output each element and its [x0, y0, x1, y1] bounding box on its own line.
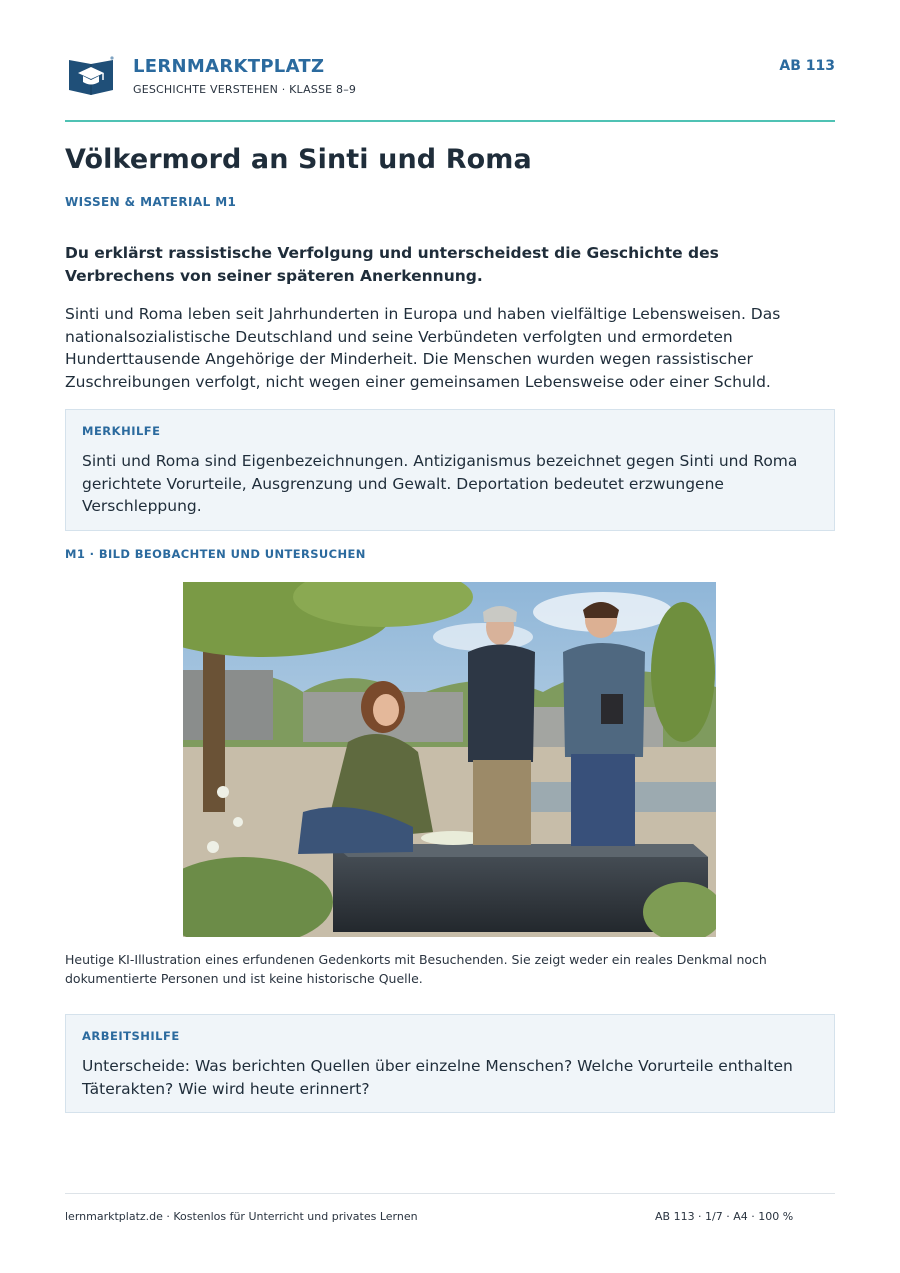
sheet-number: AB 113	[779, 58, 835, 74]
page-title: Völkermord an Sinti und Roma	[65, 144, 532, 175]
footer-divider	[65, 1193, 835, 1194]
memorial-illustration	[183, 582, 716, 937]
page-header	[65, 50, 835, 120]
m1-section-label: M1 · BILD BEOBACHTEN UND UNTERSUCHEN	[65, 547, 366, 561]
footer-site-info: lernmarktplatz.de · Kostenlos für Unterricht und privates Lernen	[65, 1210, 418, 1223]
merkhilfe-label: MERKHILFE	[82, 424, 161, 438]
brand-name: LERNMARKTPLATZ	[133, 56, 325, 77]
brand-subtitle: GESCHICHTE VERSTEHEN · KLASSE 8–9	[133, 83, 357, 96]
arbeitshilfe-text: Unterscheide: Was berichten Quellen über einzelne Menschen? Welche Vorurteile enthalten Täterakten? Wie wird heute erinnert?	[82, 1057, 793, 1098]
arbeitshilfe-box	[65, 1014, 835, 1113]
worksheet-page	[65, 0, 835, 1273]
header-divider	[65, 120, 835, 122]
merkhilfe-box	[65, 409, 835, 531]
section-kicker: WISSEN & MATERIAL M1	[65, 195, 237, 209]
footer-page-info: AB 113 · 1/7 · A4 · 100 %	[655, 1210, 794, 1223]
intro-text: Sinti und Roma leben seit Jahrhunderten in Europa und haben vielfältige Lebensweisen. Das nationalsozialistische Deutschland und seine Verbündeten verfolgten und ermordeten Hunderttausende Angehörige der Minderheit. Die Menschen wurden wegen rassistischer Zuschreibungen verfolgt, nicht wegen einer gemeinsamen Lebensweise oder einer Schuld.	[65, 305, 781, 391]
arbeitshilfe-label: ARBEITSHILFE	[82, 1029, 180, 1043]
learning-goal: Du erklärst rassistische Verfolgung und unterscheidest die Geschichte des Verbrechens von seiner späteren Anerkennung.	[65, 244, 719, 285]
graduation-cap-book-icon	[67, 54, 115, 94]
figure-caption: Heutige KI-Illustration eines erfundenen Gedenkorts mit Besuchenden. Sie zeigt weder ein reales Denkmal noch dokumentierte Personen und ist keine historische Quelle.	[65, 952, 767, 986]
merkhilfe-text: Sinti und Roma sind Eigenbezeichnungen. Antiziganismus bezeichnet gegen Sinti und Roma gerichtete Vorurteile, Ausgrenzung und Gewalt. Deportation bedeutet erzwungene Verschleppung.	[82, 452, 798, 515]
